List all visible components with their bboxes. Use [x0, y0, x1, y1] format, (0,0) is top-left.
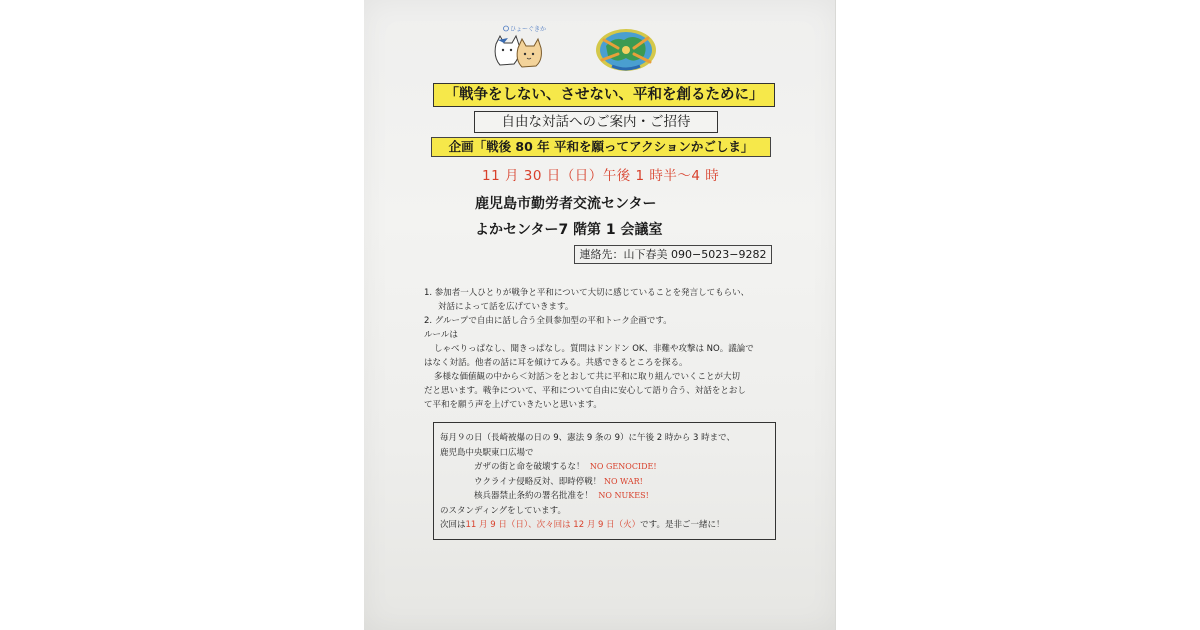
- standing-line-4: [440, 475, 776, 490]
- plan-title: 企画「戦後 80 年 平和を願ってアクションかごしま」: [431, 137, 771, 157]
- contact-info: 連絡先：山下春美 090−5023−9282: [574, 245, 772, 264]
- description-body: [424, 286, 792, 412]
- slogan-no-nukes: NO NUKES!: [598, 491, 649, 500]
- item-1-line-1: 1. 参加者一人ひとりが戦争と平和について大切に感じていることを発言してもらい、: [424, 288, 750, 298]
- standing-info-text: [440, 431, 776, 533]
- event-date: 11 月 30 日（日）午後 1 時半〜4 時: [482, 168, 720, 184]
- rules-line-2: はなく対話。他者の話に耳を傾けてみる。共感できるところを探る。: [424, 358, 688, 368]
- standing-line-2: 鹿児島中央駅東口広場で: [440, 447, 534, 458]
- standing-line-5: [440, 489, 776, 504]
- standing-line-7: [440, 518, 776, 533]
- slogan-no-war: NO WAR!: [603, 476, 643, 486]
- rules-line-1: しゃべりっぱなし、聞きっぱなし。質問はドンドン OK、非難や攻撃は NO。議論で: [434, 344, 754, 354]
- item-2: 2. グループで自由に話し合う全員参加型の平和トーク企画です。: [424, 316, 672, 326]
- standing-line-3: [440, 460, 776, 475]
- slogan-gaza: ガザの街と命を破壊するな！: [474, 462, 585, 472]
- standing-line-6: のスタンディングをしています。: [440, 505, 566, 516]
- rules-heading: ルールは: [424, 330, 458, 340]
- flyer-title: 「戦争をしない、させない、平和を創るために」: [433, 83, 775, 107]
- slogan-nuclear-ban: 核兵器禁止条約の署名批准を！: [474, 491, 594, 501]
- flyer-paper: [364, 0, 836, 630]
- next-dates: 11 月 9 日（日）、次々回は 12 月 9 日（火）: [465, 520, 641, 530]
- venue-room: よかセンター7 階第 1 会議室: [475, 222, 663, 238]
- globe-hands-logo: [588, 26, 664, 74]
- next-suffix: です。是非ご一緒に！: [640, 520, 725, 530]
- standing-line-1: 毎月９の日（長崎被爆の日の 9、憲法 9 条の 9）に午後 2 時から 3 時まで、: [440, 433, 735, 443]
- rules-line-5: て平和を願う声を上げていきたいと思います。: [424, 400, 602, 410]
- cats-logo: [488, 24, 552, 72]
- rules-line-4: だと思います。戦争について、平和について自由に安心して語り合う、対話をとおし: [424, 386, 746, 396]
- rules-line-3: 多様な価値観の中から＜対話＞をとおして共に平和に取り組んでいくことが大切: [434, 372, 741, 382]
- venue-name: 鹿児島市勤労者交流センター: [475, 196, 657, 212]
- invite-heading: 自由な対話へのご案内・ご招待: [474, 111, 718, 133]
- slogan-no-genocide: NO GENOCIDE!: [589, 462, 657, 471]
- item-1-line-2: 対話によって話を広げていきます。: [438, 302, 574, 312]
- next-prefix: 次回は: [440, 520, 466, 530]
- slogan-ukraine: ウクライナ侵略反対、即時停戦！: [474, 476, 602, 487]
- cats-logo-text: ひょーぐきか: [510, 26, 547, 33]
